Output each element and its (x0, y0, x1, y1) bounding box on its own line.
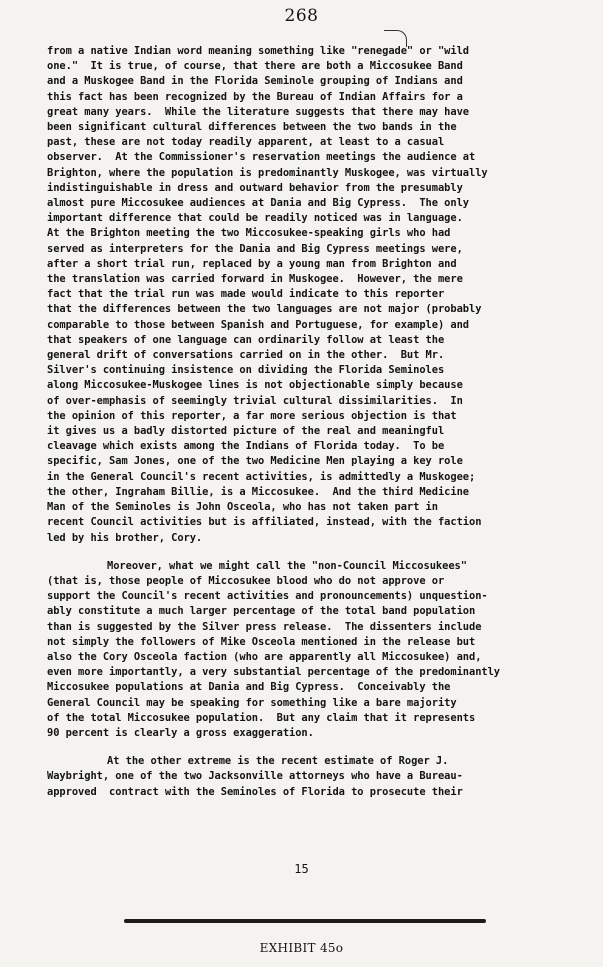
text-line: of the total Miccosukee population. But any claim that it represents (47, 711, 476, 724)
text-line: general drift of conversations carried on in the other. But Mr. (47, 349, 445, 362)
text-line: Moreover, what we might call the "non-Council Miccosukees" (107, 559, 467, 572)
text-line: led by his brother, Cory. (47, 531, 203, 544)
text-line: been significant cultural differences between the two bands in the (47, 121, 457, 134)
exhibit-label: EXHIBIT 45o (259, 941, 344, 955)
text-line: Man of the Seminoles is John Osceola, who has not taken part in (47, 501, 438, 514)
paragraph-gap (47, 546, 587, 559)
paragraph-gap (47, 741, 587, 754)
text-line: not simply the followers of Mike Osceola mentioned in the release but (47, 635, 476, 648)
text-line: past, these are not today readily apparent, at least to a casual (47, 136, 445, 149)
text-line: cleavage which exists among the Indians of Florida today. To be (47, 440, 445, 453)
text-line: the other, Ingraham Billie, is a Miccosukee. And the third Medicine (47, 485, 469, 498)
text-line: support the Council's recent activities and pronouncements) unquestion- (47, 590, 488, 603)
text-line: than is suggested by the Silver press release. The dissenters include (47, 620, 482, 633)
text-line: of over-emphasis of seemingly trivial cultural dissimilarities. In (47, 394, 463, 407)
text-line: At the other extreme is the recent estimate of Roger J. (107, 755, 449, 768)
text-line: one." It is true, of course, that there are both a Miccosukee Band (47, 60, 463, 73)
text-line: specific, Sam Jones, one of the two Medicine Men playing a key role (47, 455, 463, 468)
text-line: indistinguishable in dress and outward behavior from the presumably (47, 181, 463, 194)
text-line: 90 percent is clearly a gross exaggeration. (47, 726, 314, 739)
paragraph-p2 (47, 559, 587, 741)
text-line: comparable to those between Spanish and Portuguese, for example) and (47, 318, 469, 331)
text-line: also the Cory Osceola faction (who are apparently all Miccosukee) and, (47, 650, 482, 663)
text-line: and a Muskogee Band in the Florida Seminole grouping of Indians and (47, 75, 463, 88)
text-line: that the differences between the two languages are not major (probably (47, 303, 482, 316)
text-line: General Council may be speaking for something like a bare majority (47, 696, 457, 709)
text-line: the opinion of this reporter, a far more serious objection is that (47, 409, 457, 422)
text-line: (that is, those people of Miccosukee blood who do not approve or (47, 574, 445, 587)
text-line: it gives us a badly distorted picture of the real and meaningful (47, 425, 445, 438)
text-line: approved contract with the Seminoles of Florida to prosecute their (47, 785, 463, 798)
paragraph-p1 (47, 44, 587, 546)
folio-number: 15 (294, 862, 309, 876)
body-text (47, 44, 587, 800)
text-line: Miccosukee populations at Dania and Big Cypress. Conceivably the (47, 681, 451, 694)
paragraph-p3 (47, 754, 587, 800)
text-line: Brighton, where the population is predominantly Muskogee, was virtually (47, 166, 488, 179)
text-line: Waybright, one of the two Jacksonville attorneys who have a Bureau- (47, 770, 463, 783)
footer-rule (124, 919, 486, 923)
text-line: served as interpreters for the Dania and Big Cypress meetings were, (47, 242, 463, 255)
text-line: Silver's continuing insistence on dividing the Florida Seminoles (47, 364, 445, 377)
text-line: recent Council activities but is affiliated, instead, with the faction (47, 516, 482, 529)
text-line: At the Brighton meeting the two Miccosukee-speaking girls who had (47, 227, 451, 240)
text-line: along Miccosukee-Muskogee lines is not objectionable simply because (47, 379, 463, 392)
page-number: 268 (284, 6, 319, 26)
text-line: observer. At the Commissioner's reservation meetings the audience at (47, 151, 476, 164)
text-line: even more importantly, a very substantial percentage of the predominantly (47, 666, 501, 679)
text-line: from a native Indian word meaning something like "renegade" or "wild (47, 45, 469, 57)
text-line: fact that the trial run was made would indicate to this reporter (47, 288, 445, 301)
text-line: after a short trial run, replaced by a young man from Brighton and (47, 257, 457, 270)
text-line: the translation was carried forward in Muskogee. However, the mere (47, 273, 463, 286)
text-line: this fact has been recognized by the Bureau of Indian Affairs for a (47, 90, 463, 103)
text-line: important difference that could be readily noticed was in language. (47, 212, 463, 225)
text-line: ably constitute a much larger percentage of the total band population (47, 605, 476, 618)
text-line: great many years. While the literature suggests that there may have (47, 105, 469, 118)
text-line: that speakers of one language can ordinarily follow at least the (47, 333, 445, 346)
text-line: almost pure Miccosukee audiences at Dania and Big Cypress. The only (47, 197, 469, 210)
text-line: in the General Council's recent activities, is admittedly a Muskogee; (47, 470, 476, 483)
